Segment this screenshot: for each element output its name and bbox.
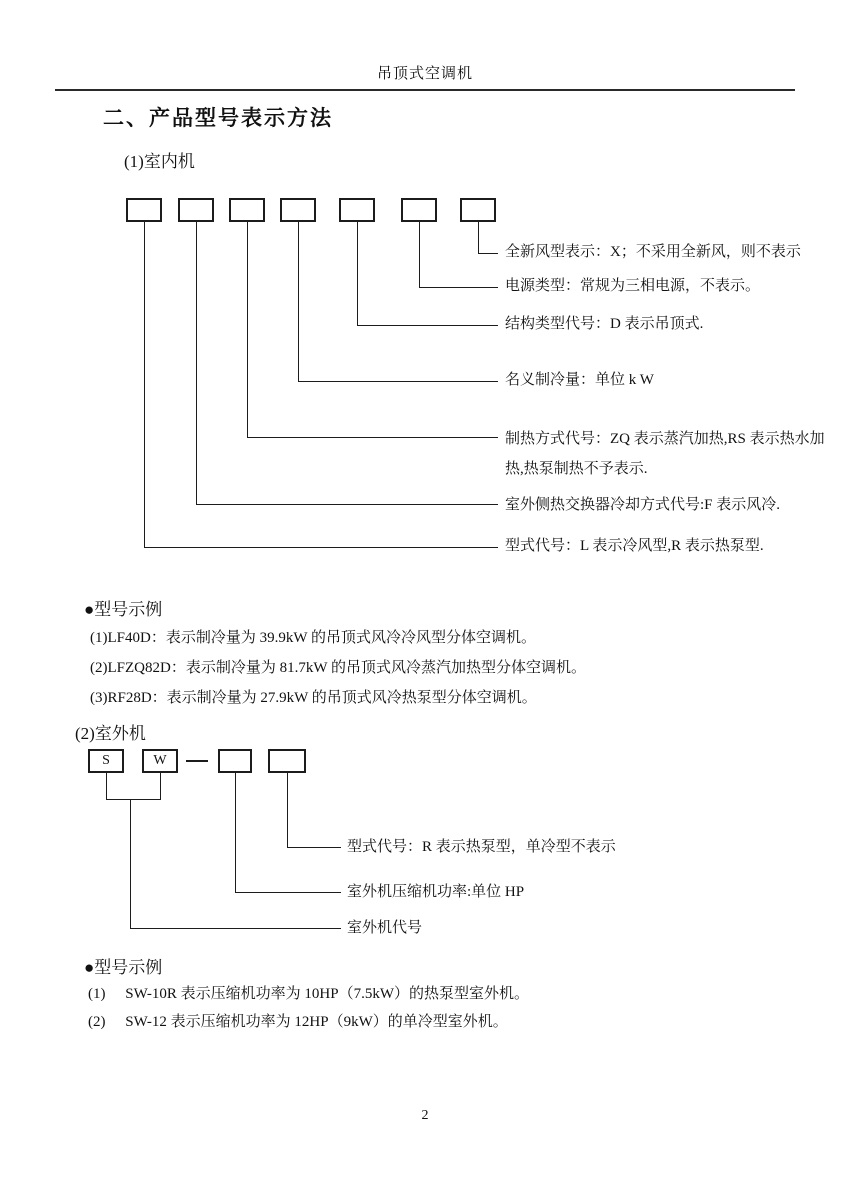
indoor-code-box-7 (460, 198, 496, 222)
document-header: 吊顶式空调机 (376, 66, 473, 82)
outdoor-label-model-type: 型式代号：R 表示热泵型，单冷型不表示 (347, 839, 616, 855)
outdoor-code-box-s: S (88, 749, 124, 773)
page-number: 2 (421, 1108, 429, 1123)
outdoor-connector-sw-merge (106, 773, 161, 800)
indoor-code-box-6 (401, 198, 437, 222)
indoor-label-power-type: 电源类型：常规为三相电源，不表示。 (505, 278, 761, 294)
outdoor-example-2 (88, 1010, 508, 1031)
header-rule (55, 89, 795, 91)
model-dash-separator (186, 760, 208, 762)
indoor-label-model-type: 型式代号：L 表示冷风型,R 表示热泵型. (505, 538, 764, 554)
outdoor-example-2-number: (2) (88, 1014, 106, 1030)
outdoor-example-1-text: SW-10R 表示压缩机功率为 10HP（7.5kW）的热泵型室外机。 (125, 986, 530, 1002)
indoor-code-box-5 (339, 198, 375, 222)
indoor-label-fresh-air: 全新风型表示：X；不采用全新风，则不表示 (505, 244, 801, 260)
outdoor-section-label: (2)室外机 (75, 724, 146, 743)
indoor-connector-1 (144, 222, 498, 548)
outdoor-code-box-power (218, 749, 252, 773)
indoor-example-2: (2)LFZQ82D：表示制冷量为 81.7kW 的吊顶式风冷蒸汽加热型分体空调机。 (90, 660, 586, 676)
indoor-label-outdoor-heat-exchanger: 室外侧热交换器冷却方式代号:F 表示风冷. (505, 497, 781, 513)
indoor-label-heating-mode: 制热方式代号：ZQ 表示蒸汽加热,RS 表示热水加热,热泵制热不予表示. (505, 431, 825, 477)
outdoor-examples-title: ●型号示例 (84, 958, 163, 977)
indoor-code-box-3 (229, 198, 265, 222)
indoor-example-3: (3)RF28D：表示制冷量为 27.9kW 的吊顶式风冷热泵型分体空调机。 (90, 690, 537, 706)
indoor-examples-title: ●型号示例 (84, 600, 163, 619)
indoor-code-box-4 (280, 198, 316, 222)
outdoor-label-unit-code: 室外机代号 (347, 920, 423, 936)
outdoor-example-2-text: SW-12 表示压缩机功率为 12HP（9kW）的单冷型室外机。 (125, 1014, 508, 1030)
outdoor-code-box-w: W (142, 749, 178, 773)
outdoor-code-box-type (268, 749, 306, 773)
indoor-label-structure-type: 结构类型代号：D 表示吊顶式. (505, 316, 704, 332)
outdoor-connector-type (287, 773, 341, 848)
outdoor-example-1-number: (1) (88, 986, 106, 1002)
indoor-code-box-1 (126, 198, 162, 222)
indoor-label-cooling-capacity: 名义制冷量：单位 k W (505, 372, 654, 388)
indoor-example-1: (1)LF40D：表示制冷量为 39.9kW 的吊顶式风冷冷风型分体空调机。 (90, 630, 536, 646)
indoor-section-label: (1)室内机 (124, 152, 195, 171)
indoor-code-box-2 (178, 198, 214, 222)
outdoor-label-compressor-power: 室外机压缩机功率:单位 HP (347, 884, 525, 900)
page-title: 二、产品型号表示方法 (103, 106, 333, 130)
outdoor-example-1 (88, 982, 529, 1003)
